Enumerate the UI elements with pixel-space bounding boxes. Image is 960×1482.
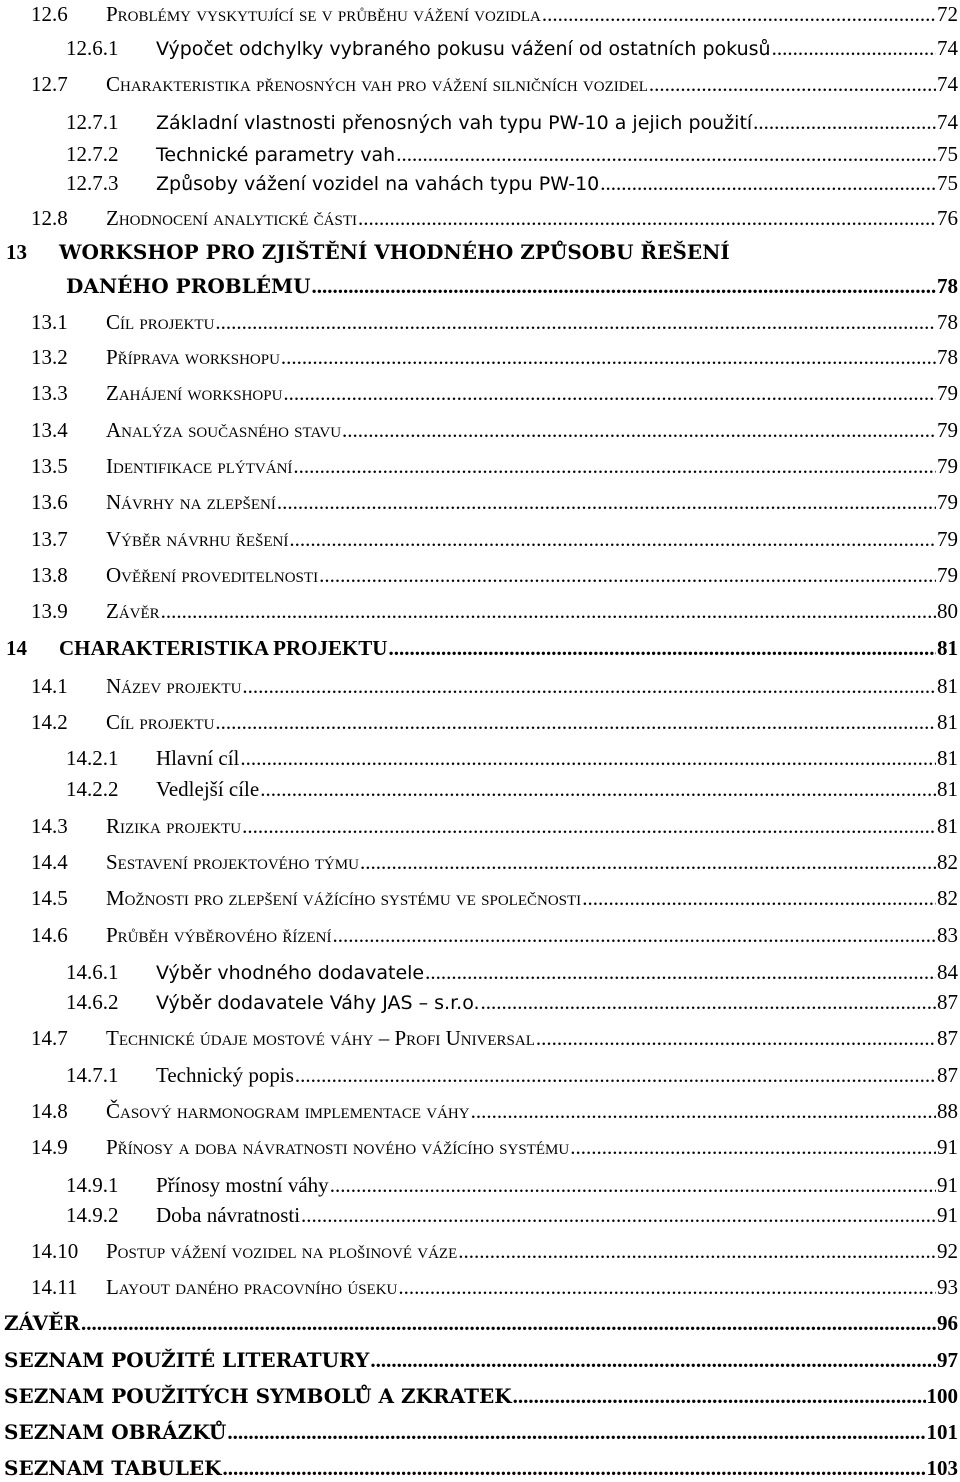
- toc-page-number: 96: [937, 1311, 958, 1335]
- toc-title: SEZNAM POUŽITÝCH SYMBOLŮ A ZKRATEK: [4, 1384, 512, 1408]
- toc-title-continued: DANÉHO PROBLÉMU: [66, 274, 311, 298]
- toc-leader: [333, 923, 937, 948]
- toc-leader: [513, 1384, 926, 1409]
- toc-entry[interactable]: [66, 746, 958, 771]
- toc-number: 12.6: [31, 2, 68, 26]
- toc-entry[interactable]: [31, 310, 958, 335]
- toc-title: Layout daného pracovního úseku: [106, 1275, 398, 1299]
- toc-entry[interactable]: [4, 1456, 958, 1481]
- toc-page-number: 87: [937, 1026, 958, 1050]
- toc-title: Charakteristika přenosných vah pro vážení silničních vozidel: [106, 72, 648, 96]
- toc-page-number: 76: [937, 206, 958, 230]
- toc-title: Hlavní cíl: [156, 746, 240, 770]
- toc-page-number: 88: [937, 1099, 958, 1123]
- toc-leader: [536, 1026, 936, 1051]
- toc-page-number: 79: [937, 490, 958, 514]
- toc-leader: [293, 454, 936, 479]
- toc-entry[interactable]: [31, 814, 958, 839]
- toc-page-number: 82: [937, 886, 958, 910]
- toc-page-number: 74: [937, 36, 958, 60]
- toc-title: Základní vlastnosti přenosných vah typu PW-10 a jejich použití: [156, 112, 753, 134]
- toc-leader: [281, 345, 936, 370]
- toc-number: 13.5: [31, 454, 68, 478]
- toc-entry[interactable]: [31, 1026, 958, 1051]
- toc-title: Název projektu: [106, 674, 242, 698]
- toc-entry[interactable]: [4, 1348, 958, 1373]
- toc-page-number: 103: [926, 1456, 958, 1480]
- toc-leader: [242, 674, 936, 699]
- toc-title: CHARAKTERISTIKA PROJEKTU: [59, 636, 388, 660]
- toc-entry[interactable]: [31, 563, 958, 588]
- toc-title: Přínosy a doba návratnosti nového vážícího systému: [106, 1135, 570, 1159]
- toc-leader: [570, 1135, 936, 1160]
- toc-leader: [481, 990, 936, 1015]
- toc-number: 14.2.2: [66, 777, 119, 801]
- toc-entry[interactable]: [66, 142, 958, 167]
- toc-entry[interactable]: [31, 1135, 958, 1160]
- toc-number: 12.7: [31, 72, 68, 96]
- toc-entry[interactable]: [31, 2, 958, 27]
- toc-entry[interactable]: [6, 636, 958, 661]
- toc-page-number: 79: [937, 454, 958, 478]
- toc-leader: [240, 746, 936, 771]
- toc-page-number: 78: [937, 345, 958, 369]
- toc-title: Možnosti pro zlepšení vážícího systému ve společnosti: [106, 886, 582, 910]
- toc-number: 14.6: [31, 923, 68, 947]
- toc-title: SEZNAM TABULEK: [4, 1456, 222, 1480]
- toc-leader: [388, 636, 936, 661]
- toc-page-number: 81: [937, 814, 958, 838]
- toc-leader: [358, 206, 936, 231]
- toc-title: Průběh výběrového řízení: [106, 923, 332, 947]
- toc-leader: [370, 1348, 936, 1373]
- toc-number: 13.2: [31, 345, 68, 369]
- toc-chapter-heading-line1[interactable]: [6, 240, 730, 264]
- toc-number: 14.7.1: [66, 1063, 119, 1087]
- toc-entry[interactable]: [66, 274, 958, 299]
- toc-number: 14.2: [31, 710, 68, 734]
- toc-page-number: 79: [937, 563, 958, 587]
- toc-title: Výpočet odchylky vybraného pokusu vážení od ostatních pokusů: [156, 38, 771, 60]
- toc-page-number: 75: [937, 171, 958, 195]
- toc-page-number: 82: [937, 850, 958, 874]
- toc-entry[interactable]: [31, 674, 958, 699]
- toc-title: Problémy vyskytující se v průběhu vážení vozidla: [106, 2, 541, 26]
- toc-leader: [396, 142, 936, 167]
- toc-entry[interactable]: [66, 1173, 958, 1198]
- toc-entry[interactable]: [31, 1275, 958, 1300]
- toc-leader: [277, 490, 936, 515]
- toc-number: 12.7.3: [66, 171, 119, 195]
- toc-page-number: 100: [926, 1384, 958, 1408]
- toc-title: Časový harmonogram implementace váhy: [106, 1099, 470, 1123]
- toc-number: 13.4: [31, 418, 68, 442]
- toc-leader: [458, 1239, 936, 1264]
- toc-entry[interactable]: [66, 960, 958, 985]
- toc-number: 14.8: [31, 1099, 68, 1123]
- toc-number: 14: [6, 636, 27, 660]
- toc-title: Postup vážení vozidel na plošinové váze: [106, 1239, 458, 1263]
- toc-title: Zhodnocení analytické části: [106, 206, 357, 230]
- toc-page-number: 84: [937, 960, 958, 984]
- toc-number: 14.3: [31, 814, 68, 838]
- toc-leader: [471, 1099, 936, 1124]
- toc-entry[interactable]: [31, 418, 958, 443]
- toc-page-number: 81: [937, 746, 958, 770]
- toc-entry[interactable]: [66, 171, 958, 196]
- toc-entry[interactable]: [31, 72, 958, 97]
- toc-leader: [542, 2, 936, 27]
- toc-number: 14.9.1: [66, 1173, 119, 1197]
- toc-entry[interactable]: [31, 1099, 958, 1124]
- toc-entry[interactable]: [4, 1420, 958, 1445]
- toc-number: 14.2.1: [66, 746, 119, 770]
- toc-leader: [283, 381, 936, 406]
- toc-title: Ověření proveditelnosti: [106, 563, 319, 587]
- toc-title: Analýza současného stavu: [106, 418, 342, 442]
- toc-leader: [772, 36, 936, 61]
- toc-entry[interactable]: [31, 345, 958, 370]
- toc-entry[interactable]: [31, 381, 958, 406]
- toc-page-number: 75: [937, 142, 958, 166]
- toc-number: 12.7.2: [66, 142, 119, 166]
- toc-page-number: 81: [937, 777, 958, 801]
- toc-number: 13: [6, 240, 27, 264]
- toc-page-number: 93: [937, 1275, 958, 1299]
- toc-entry[interactable]: [66, 110, 958, 135]
- toc-page-number: 72: [937, 2, 958, 26]
- toc-leader: [260, 777, 936, 802]
- toc-leader: [223, 1456, 926, 1481]
- toc-number: 14.7: [31, 1026, 68, 1050]
- toc-title: Příprava workshopu: [106, 345, 280, 369]
- toc-title: Cíl projektu: [106, 710, 215, 734]
- toc-page-number: 91: [937, 1173, 958, 1197]
- toc-title: Výběr dodavatele Váhy JAS – s.r.o.: [156, 992, 480, 1014]
- toc-number: 12.6.1: [66, 36, 119, 60]
- toc-number: 14.6.2: [66, 990, 119, 1014]
- toc-leader: [242, 814, 936, 839]
- toc-leader: [649, 72, 936, 97]
- toc-page-number: 74: [937, 110, 958, 134]
- toc-entry[interactable]: [31, 1239, 958, 1264]
- toc-leader: [753, 110, 936, 135]
- toc-number: 13.9: [31, 599, 68, 623]
- toc-entry[interactable]: [66, 1203, 958, 1228]
- toc-title: Přínosy mostní váhy: [156, 1173, 329, 1197]
- toc-page-number: 101: [926, 1420, 958, 1444]
- toc-page-number: 97: [937, 1348, 958, 1372]
- toc-title: Doba návratnosti: [156, 1203, 301, 1227]
- toc-leader: [295, 1063, 936, 1088]
- toc-entry[interactable]: [4, 1311, 958, 1336]
- toc-entry[interactable]: [31, 923, 958, 948]
- toc-number: 13.3: [31, 381, 68, 405]
- toc-entry[interactable]: [4, 1384, 958, 1409]
- toc-number: 12.7.1: [66, 110, 119, 134]
- toc-page-number: 81: [937, 710, 958, 734]
- toc-leader: [215, 710, 936, 735]
- toc-number: 14.9.2: [66, 1203, 119, 1227]
- toc-leader: [398, 1275, 936, 1300]
- toc-leader: [81, 1311, 936, 1336]
- toc-leader: [312, 274, 936, 299]
- toc-title: Rizika projektu: [106, 814, 242, 838]
- toc-entry[interactable]: [31, 850, 958, 875]
- toc-title: Cíl projektu: [106, 310, 215, 334]
- toc-title: Výběr návrhu řešení: [106, 527, 289, 551]
- toc-page-number: 79: [937, 418, 958, 442]
- toc-title: Závěr: [106, 599, 160, 623]
- toc-title: SEZNAM POUŽITÉ LITERATURY: [4, 1348, 370, 1372]
- toc-number: 13.1: [31, 310, 68, 334]
- toc-page-number: 91: [937, 1203, 958, 1227]
- toc-number: 13.7: [31, 527, 68, 551]
- toc-number: 14.1: [31, 674, 68, 698]
- toc-page-number: 81: [937, 636, 958, 660]
- toc-number: 14.10: [31, 1239, 79, 1263]
- toc-leader: [301, 1203, 936, 1228]
- toc-leader: [227, 1420, 925, 1445]
- toc-number: 12.8: [31, 206, 68, 230]
- toc-title: Technické parametry vah: [156, 144, 396, 166]
- toc-number: 14.5: [31, 886, 68, 910]
- toc-entry[interactable]: [66, 36, 958, 61]
- toc-number: 14.6.1: [66, 960, 119, 984]
- toc-title: Technický popis: [156, 1063, 294, 1087]
- toc-entry[interactable]: [31, 454, 958, 479]
- toc-title: Identifikace plýtvání: [106, 454, 293, 478]
- toc-title: ZÁVĚR: [4, 1311, 81, 1335]
- toc-number: 13.6: [31, 490, 68, 514]
- toc-leader: [342, 418, 936, 443]
- toc-leader: [319, 563, 936, 588]
- toc-entry[interactable]: [31, 527, 958, 552]
- toc-entry[interactable]: [31, 490, 958, 515]
- toc-page-number: 79: [937, 527, 958, 551]
- toc-entry[interactable]: [66, 990, 958, 1015]
- toc-entry[interactable]: [66, 1063, 958, 1088]
- toc-entry[interactable]: [31, 599, 958, 624]
- toc-title: Vedlejší cíle: [156, 777, 260, 801]
- toc-page-number: 81: [937, 674, 958, 698]
- toc-leader: [600, 171, 936, 196]
- toc-title: WORKSHOP PRO ZJIŠTĚNÍ VHODNÉHO ZPŮSOBU ŘEŠENÍ: [59, 240, 730, 264]
- toc-page-number: 79: [937, 381, 958, 405]
- toc-title: Výběr vhodného dodavatele: [156, 962, 425, 984]
- toc-page-number: 78: [937, 274, 958, 298]
- toc-page-number: 87: [937, 1063, 958, 1087]
- toc-title: Návrhy na zlepšení: [106, 490, 276, 514]
- toc-page-number: 83: [937, 923, 958, 947]
- toc-title: SEZNAM OBRÁZKŮ: [4, 1420, 227, 1444]
- toc-page-number: 87: [937, 990, 958, 1014]
- toc-entry[interactable]: [31, 886, 958, 911]
- toc-number: 14.9: [31, 1135, 68, 1159]
- toc-entry[interactable]: [66, 777, 958, 802]
- toc-page-number: 92: [937, 1239, 958, 1263]
- toc-page-number: 74: [937, 72, 958, 96]
- toc-number: 13.8: [31, 563, 68, 587]
- toc-leader: [360, 850, 936, 875]
- toc-title: Způsoby vážení vozidel na vahách typu PW-10: [156, 173, 600, 195]
- toc-title: Sestavení projektového týmu: [106, 850, 359, 874]
- toc-entry[interactable]: [31, 206, 958, 231]
- toc-entry[interactable]: [31, 710, 958, 735]
- toc-leader: [425, 960, 936, 985]
- toc-page-number: 78: [937, 310, 958, 334]
- toc-number: 14.11: [31, 1275, 78, 1299]
- toc-number: 14.4: [31, 850, 68, 874]
- toc-title: Zahájení workshopu: [106, 381, 283, 405]
- toc-page-number: 80: [937, 599, 958, 623]
- toc-leader: [215, 310, 936, 335]
- toc-leader: [161, 599, 936, 624]
- toc-leader: [289, 527, 936, 552]
- toc-title: Technické údaje mostové váhy – Profi Universal: [106, 1026, 535, 1050]
- toc-page-number: 91: [937, 1135, 958, 1159]
- toc-leader: [330, 1173, 936, 1198]
- toc-leader: [582, 886, 936, 911]
